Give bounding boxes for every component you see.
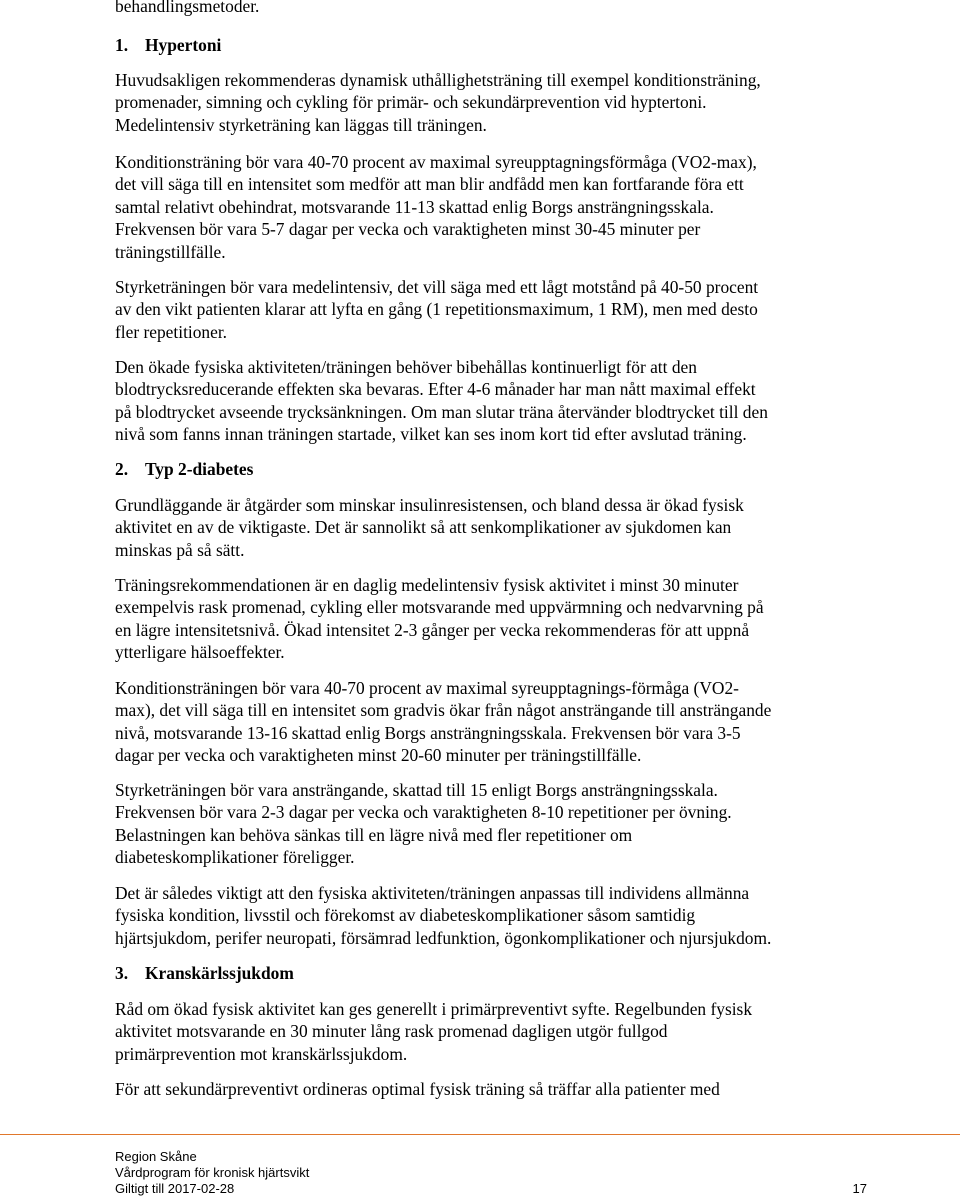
section-title: Typ 2-diabetes: [145, 459, 254, 479]
footer-divider: [0, 1134, 960, 1135]
paragraph: [115, 574, 855, 664]
paragraph: [115, 1078, 855, 1100]
text-line: Styrketräningen bör vara ansträngande, skattad till 15 enligt Borgs ansträngningsskala.: [115, 780, 718, 800]
section-heading-diabetes: [115, 458, 855, 480]
paragraph: [115, 677, 855, 767]
text-line: Konditionsträning bör vara 40-70 procent av maximal syreupptagningsförmåga (VO2-max),: [115, 152, 757, 172]
text-line: det vill säga till en intensitet som medför att man blir andfådd men kan fortfarande föra ett: [115, 174, 744, 195]
text-line: Råd om ökad fysisk aktivitet kan ges generellt i primärpreventivt syfte. Regelbunden fysisk: [115, 999, 753, 1019]
footer-program: Vårdprogram för kronisk hjärtsvikt: [115, 1165, 310, 1180]
text-line: Styrketräningen bör vara medelintensiv, det vill säga med ett lågt motstånd på 40-50 procent: [115, 277, 759, 297]
paragraph: [115, 779, 855, 869]
section-title: Hypertoni: [145, 35, 222, 55]
text-line: en lägre intensitetsnivå. Ökad intensitet 2-3 gånger per vecka rekommenderas för att uppnå: [115, 619, 750, 640]
text-line: hjärtsjukdom, perifer neuropati, försämrad ledfunktion, ögonkomplikationer och njursjukdom.: [115, 927, 772, 948]
text-line: ytterligare hälsoeffekter.: [115, 642, 285, 663]
text-line: blodtrycksreducerande effekten ska bevaras. Efter 4-6 månader har man nått maximal effekt: [115, 379, 756, 400]
section-number: 2.: [115, 459, 129, 479]
page-number: 17: [852, 1181, 867, 1196]
text-line: primärprevention mot kranskärlssjukdom.: [115, 1043, 408, 1064]
paragraph: [115, 69, 855, 136]
text-line: Medelintensiv styrketräning kan läggas till träningen.: [115, 114, 487, 135]
section-number: 3.: [115, 963, 129, 983]
text-line: fler repetitioner.: [115, 321, 228, 342]
text-line: Huvudsakligen rekommenderas dynamisk uthållighetsträning till exempel konditionsträning,: [115, 70, 761, 90]
text-line: Belastningen kan behöva sänkas till en lägre nivå med fler repetitioner om: [115, 824, 633, 845]
section-number: 1.: [115, 35, 129, 55]
section-title: Kranskärlssjukdom: [145, 963, 294, 983]
text-line: av den vikt patienten klarar att lyfta en gång (1 repetitionsmaximum, 1 RM), men med desto: [115, 299, 758, 320]
footer-valid-date: Giltigt till 2017-02-28: [115, 1181, 235, 1196]
text-line: För att sekundärpreventivt ordineras optimal fysisk träning så träffar alla patienter med: [115, 1079, 720, 1099]
paragraph: [115, 276, 855, 343]
text-line: promenader, simning och cykling för primär- och sekundärprevention vid hyptertoni.: [115, 92, 707, 113]
text-line: diabeteskomplikationer föreligger.: [115, 847, 355, 868]
text-line: minskas på så sätt.: [115, 539, 245, 560]
text-line: exempelvis rask promenad, cykling eller motsvarande med uppvärmning och nedvarvning på: [115, 597, 764, 618]
paragraph: [115, 151, 855, 263]
text-line: Grundläggande är åtgärder som minskar insulinresistensen, och bland dessa är ökad fysisk: [115, 495, 744, 515]
text-line: nivå, motsvarande 13-16 skattad enlig Borgs ansträngningsskala. Frekvensen bör vara 3-5: [115, 722, 741, 743]
text-line: fysiska kondition, livsstil och förekomst av diabeteskomplikationer såsom samtidig: [115, 905, 696, 926]
footer-org: Region Skåne: [115, 1149, 197, 1164]
text-line: Det är således viktigt att den fysiska aktiviteten/träningen anpassas till individens allmänna: [115, 883, 750, 903]
text-line: Frekvensen bör vara 5-7 dagar per vecka och varaktigheten minst 30-45 minuter per: [115, 219, 701, 240]
paragraph: [115, 882, 855, 949]
text-line: max), det vill säga till en intensitet som gradvis ökar från något ansträngande till ansträngande: [115, 700, 772, 721]
text-line: aktivitet en av de viktigaste. Det är sannolikt så att senkomplikationer av sjukdomen kan: [115, 517, 732, 538]
paragraph: [115, 998, 855, 1065]
paragraph: [115, 356, 855, 446]
text-line: Konditionsträningen bör vara 40-70 procent av maximal syreupptagnings-förmåga (VO2-: [115, 678, 739, 698]
text-line: träningstillfälle.: [115, 241, 226, 262]
paragraph: [115, 494, 855, 561]
text-line: Träningsrekommendationen är en daglig medelintensiv fysisk aktivitet i minst 30 minuter: [115, 575, 739, 595]
text-line: Frekvensen bör vara 2-3 dagar per vecka och varaktigheten 8-10 repetitioner per övning.: [115, 802, 732, 823]
text-line: nivå som fanns innan träningen startade, vilket kan ses inom kort tid efter avslutad träning.: [115, 424, 747, 445]
section-heading-hypertoni: [115, 34, 855, 56]
text-line: aktivitet motsvarande en 30 minuter lång rask promenad dagligen utgör fullgod: [115, 1021, 668, 1042]
text-line: på blodtrycket avseende trycksänkningen. Om man slutar träna återvänder blodtrycket till den: [115, 401, 768, 422]
continuation-line: behandlingsmetoder.: [115, 0, 260, 16]
text-line: samtal relativt obehindrat, motsvarande 11-13 skattad enlig Borgs ansträngningsskala.: [115, 196, 714, 217]
text-line: Den ökade fysiska aktiviteten/träningen behöver bibehållas kontinuerligt för att den: [115, 357, 697, 377]
text-line: dagar per vecka och varaktigheten minst 20-60 minuter per träningstillfälle.: [115, 745, 642, 766]
section-heading-kranskarlssjukdom: [115, 962, 855, 984]
